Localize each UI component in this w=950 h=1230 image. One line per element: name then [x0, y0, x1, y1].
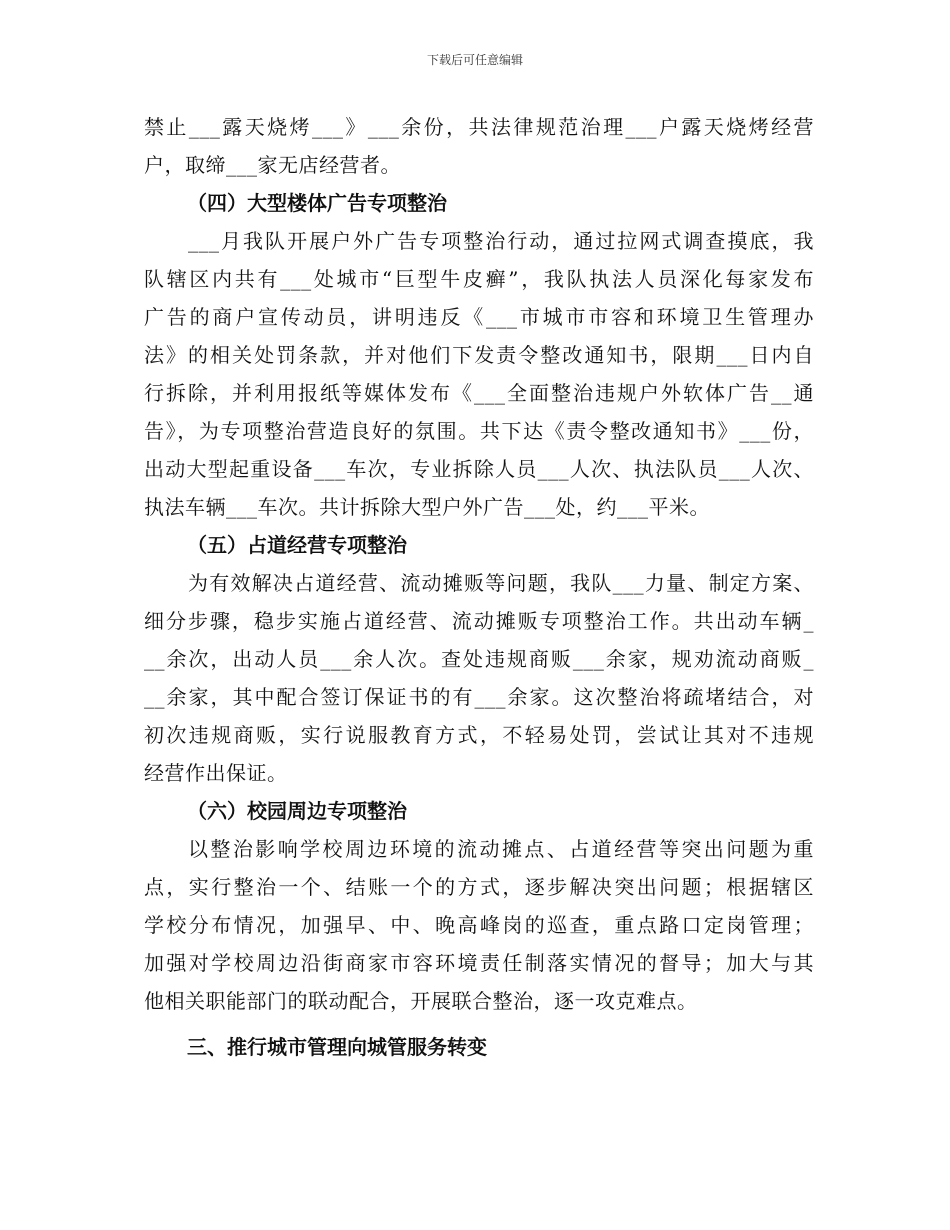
page-header: 下载后可任意编辑 — [426, 53, 523, 67]
text-line: 学校分布情况，加强早、中、晚高峰岗的巡查，重点路口定岗管理； — [144, 913, 814, 937]
text-line: 出动大型起重设备___车次，专业拆除人员___人次、执法队员___人次、 — [144, 457, 814, 481]
text-line: 经营作出保证。 — [144, 761, 288, 785]
text-line: 执法车辆___车次。共计拆除大型户外广告___处，约___平米。 — [144, 495, 710, 519]
text-line: 法》的相关处罚条款，并对他们下发责令整改通知书，限期___日内自 — [144, 343, 814, 367]
section-heading: 三、推行城市管理向城管服务转变 — [187, 1035, 487, 1059]
text-line: 禁止___露天烧烤___》___余份，共法律规范治理___户露天烧烤经营 — [144, 115, 814, 139]
text-line: 加强对学校周边沿街商家市容环境责任制落实情况的督导；加大与其 — [144, 951, 814, 975]
paragraph — [144, 830, 814, 1020]
text-line: 广告的商户宣传动员，讲明违反《___市城市市容和环境卫生管理办 — [144, 305, 814, 329]
text-line: 他相关职能部门的联动配合，开展联合整治，逐一攻克难点。 — [144, 989, 698, 1013]
subsection-heading: （四）大型楼体广告专项整治 — [187, 191, 447, 215]
paragraph — [144, 108, 814, 184]
text-line: 点，实行整治一个、结账一个的方式，逐步解决突出问题；根据辖区 — [144, 875, 814, 899]
text-line: 告》，为专项整治营造良好的氛围。共下达《责令整改通知书》___份， — [144, 419, 814, 443]
text-line: ___月我队开展户外广告专项整治行动，通过拉网式调查摸底，我 — [188, 229, 814, 253]
text-line: 行拆除，并利用报纸等媒体发布《___全面整治违规户外软体广告__通 — [144, 381, 814, 405]
text-line: __余家，其中配合签订保证书的有___余家。这次整治将疏堵结合，对 — [144, 685, 814, 709]
text-line: 以整治影响学校周边环境的流动摊点、占道经营等突出问题为重 — [188, 837, 814, 861]
document-body — [144, 108, 814, 1066]
text-line: __余次，出动人员___余人次。查处违规商贩___余家，规劝流动商贩_ — [144, 647, 814, 671]
paragraph — [144, 564, 814, 792]
paragraph — [144, 222, 814, 526]
text-line: 细分步骤，稳步实施占道经营、流动摊贩专项整治工作。共出动车辆_ — [144, 609, 814, 633]
text-line: 初次违规商贩，实行说服教育方式，不轻易处罚，尝试让其对不违规 — [144, 723, 814, 747]
subsection-heading: （六）校园周边专项整治 — [187, 799, 407, 823]
subsection-heading: （五）占道经营专项整治 — [187, 533, 407, 557]
text-line: 户，取缔___家无店经营者。 — [144, 153, 401, 177]
text-line: 队辖区内共有___处城市“巨型牛皮癣”，我队执法人员深化每家发布 — [144, 267, 814, 291]
text-line: 为有效解决占道经营、流动摊贩等问题，我队___力量、制定方案、 — [188, 571, 814, 595]
